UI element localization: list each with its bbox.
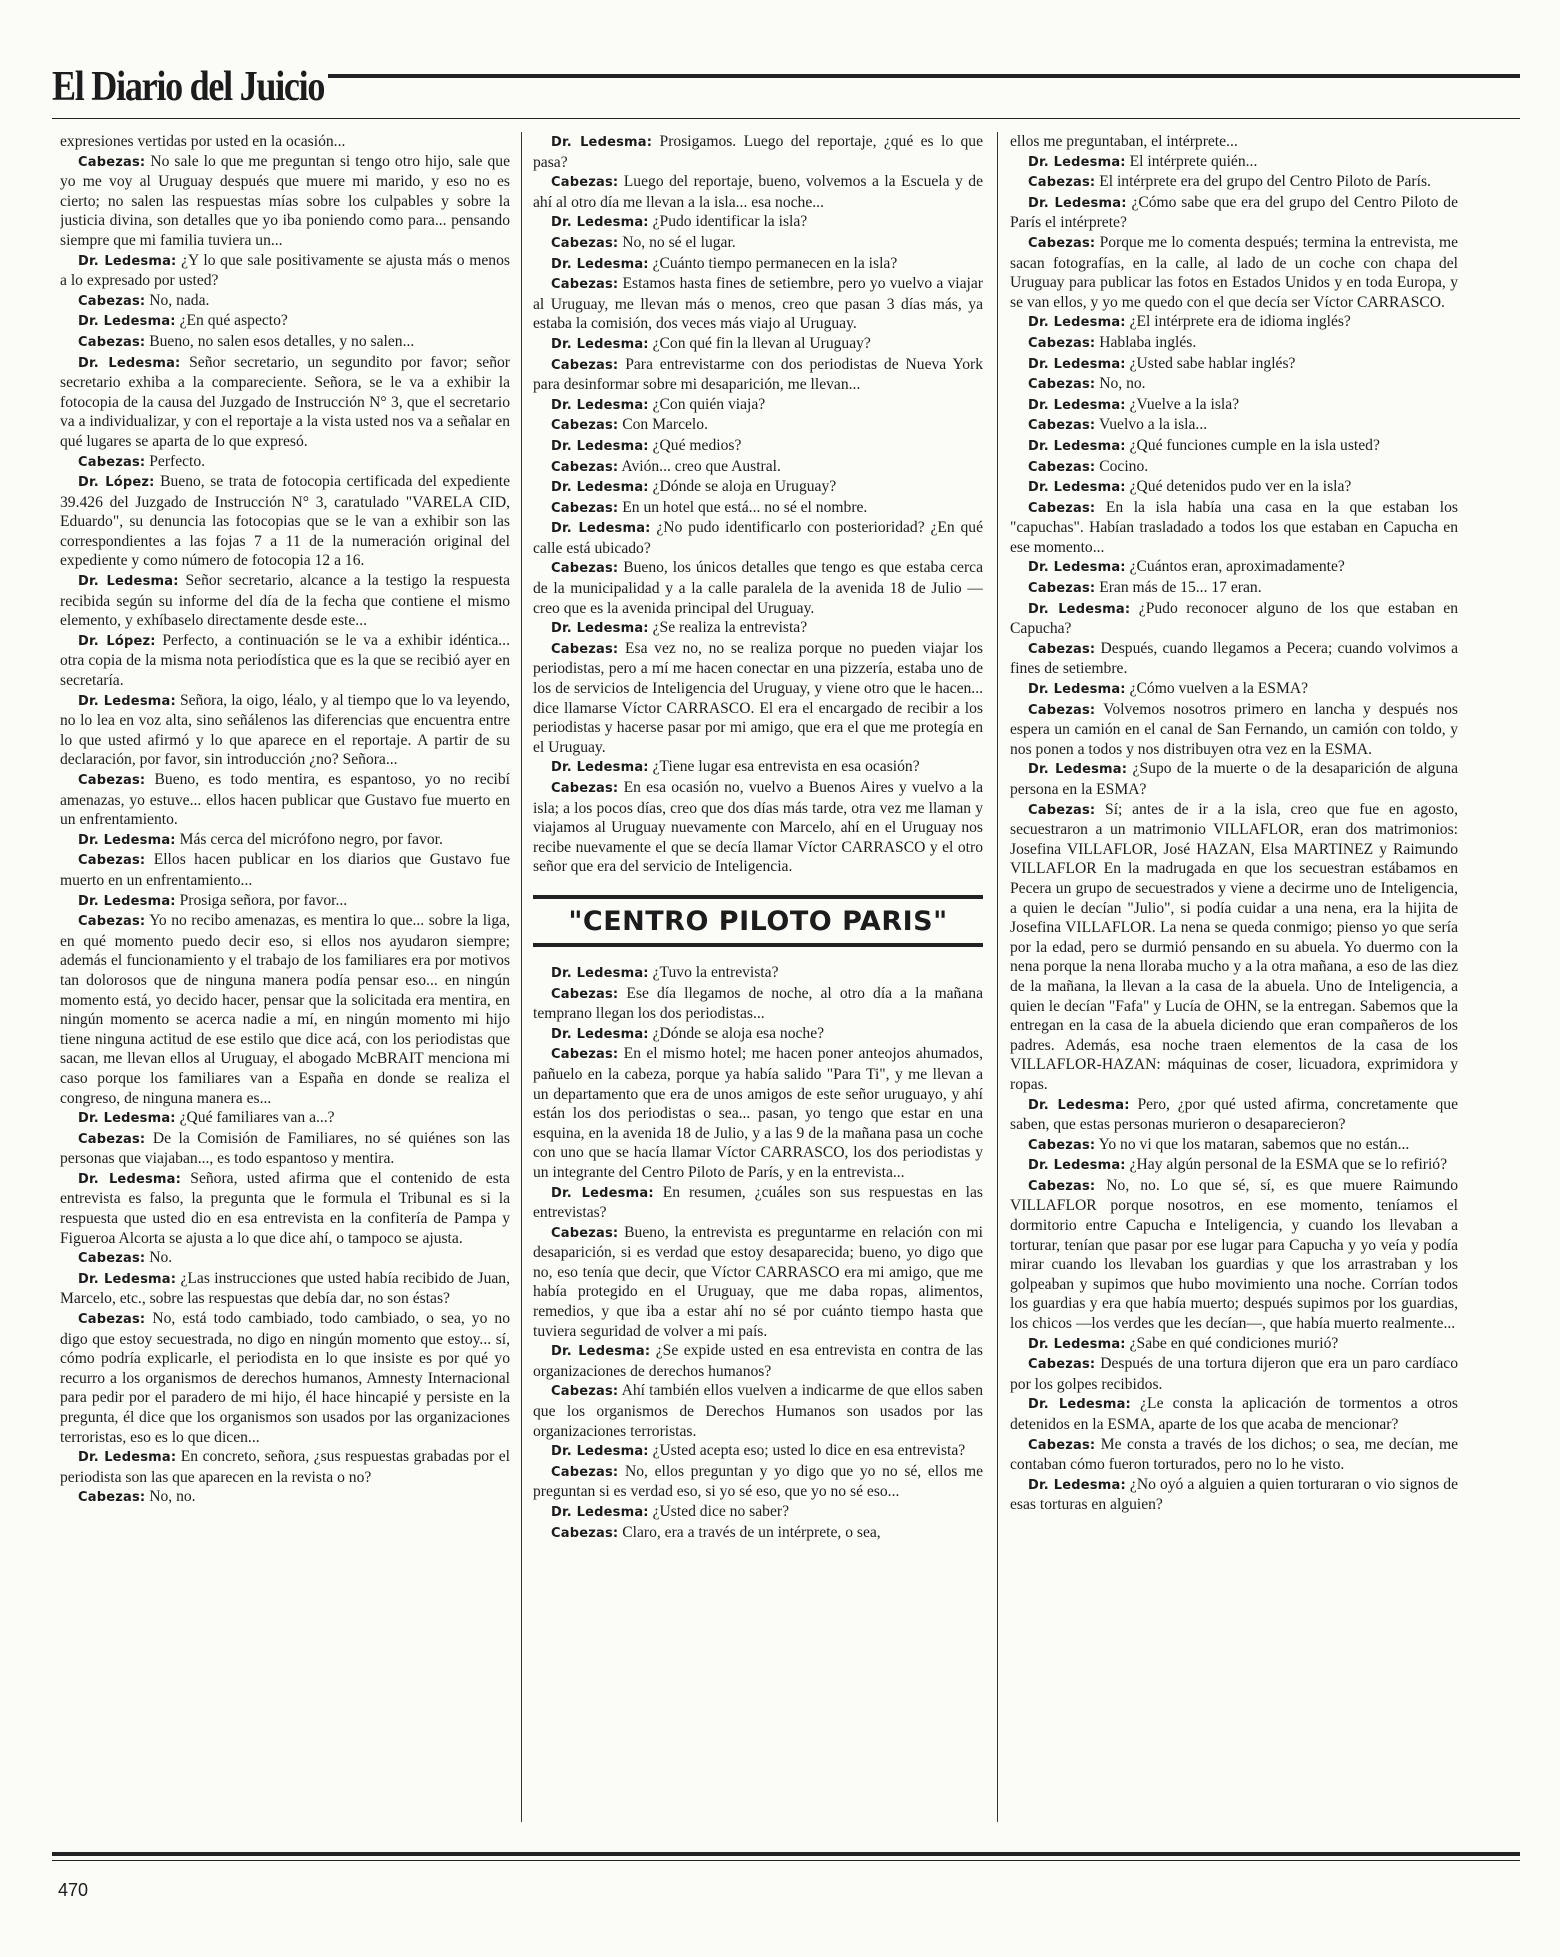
header-rule-thin [52, 118, 1520, 119]
transcript-paragraph [60, 1108, 510, 1129]
transcript-paragraph [60, 1248, 510, 1269]
transcript-paragraph [60, 353, 510, 452]
speaker-label: Cabezas: [1028, 1357, 1096, 1373]
speech-text: Perfecto. [149, 452, 206, 470]
transcript-paragraph [60, 332, 510, 353]
transcript-paragraph [60, 132, 510, 152]
transcript-paragraph [1010, 132, 1458, 152]
speech-text: Bueno, es todo mentira, es espantoso, yo no recibí amenazas, yo estuve... ellos hacen publicar que Gustavo fue muerto en un enfrentamiento. [60, 771, 510, 829]
transcript-paragraph [533, 1183, 983, 1223]
speaker-label: Dr. Ledesma: [551, 1505, 649, 1520]
speech-text: Eran más de 15... 17 eran. [1099, 579, 1262, 597]
speaker-label: Dr. Ledesma: [551, 760, 649, 776]
speech-text: Prosiga señora, por favor... [179, 891, 348, 909]
speaker-label: Dr. Ledesma: [551, 135, 653, 150]
speaker-label: Cabezas: [78, 293, 146, 309]
speech-text: En el mismo hotel; me hacen poner anteojos ahumados, pañuelo en la cabeza, porque ya había salido "Para Ti", y me llevan a un departamento que era de unos amigos de este señor uruguayo, y ahí están los dos periodistas o sea... pasan, yo tengo que estar en una esquina, en la avenida 18 de Julio, y a las 9 de la mañana pasa un coche con uno que se hacía llamar Víctor CARRASCO, los dos periodistas y un integrante del Centro Piloto de París, y en la entrevista... [533, 1045, 983, 1181]
transcript-paragraph [533, 757, 983, 778]
speech-text: Bueno, se trata de fotocopia certificada del expediente 39.426 del Juzgado de Instrucción N° 3, caratulado "VARELA CID, Eduardo", su denuncia las fotocopias que se le van a exhibir son las correspondientes a las fojas 7 a 11 de la numeración original del expediente y como número de fotocopia 12 a 16. [60, 473, 510, 570]
speech-text: ¿Cuántos eran, aproximadamente? [1129, 558, 1345, 576]
transcript-paragraph [533, 233, 983, 254]
speaker-label: Dr. Ledesma: [78, 832, 176, 848]
transcript-paragraph [533, 639, 983, 758]
speaker-label: Dr. Ledesma: [551, 1026, 649, 1042]
speaker-label: Cabezas: [551, 235, 619, 251]
speech-text: ¿Con qué fin la llevan al Uruguay? [652, 334, 871, 352]
speaker-label: Cabezas: [78, 773, 146, 788]
speech-text: ¿Supo de la muerte o de la desaparición de alguna persona en la ESMA? [1010, 760, 1458, 798]
speech-text: Señora, usted afirma que el contenido de esta entrevista es falso, la pregunta que le formula el Tribunal es si la respuesta que usted dio en esa entrevista en la confitería de Pampa y Figueroa Alcorta se ajusta a lo que dice ahí, o tampoco se ajusta. [60, 1169, 510, 1247]
transcript-paragraph [1010, 759, 1458, 799]
speech-text: ellos me preguntaban, el intérprete... [1010, 133, 1238, 150]
speaker-label: Dr. Ledesma: [1028, 315, 1126, 331]
speech-text: Ellos hacen publicar en los diarios que Gustavo fue muerto en un enfrentamiento... [60, 851, 510, 889]
transcript-paragraph [533, 436, 983, 457]
speech-text: Me consta a través de los dichos; o sea, me decían, me contaban cómo fueron torturados, pero no lo he visto. [1010, 1435, 1458, 1474]
speaker-label: Cabezas: [551, 1525, 619, 1541]
speaker-label: Dr. Ledesma: [551, 397, 649, 413]
speaker-label: Dr. Ledesma: [78, 693, 176, 709]
transcript-paragraph [1010, 1155, 1458, 1176]
speech-text: ¿Qué funciones cumple en la isla usted? [1129, 436, 1380, 454]
speaker-label: Dr. Ledesma: [78, 355, 181, 371]
speech-text: ¿Con quién viaja? [652, 395, 766, 413]
transcript-paragraph [1010, 557, 1458, 578]
speech-text: ¿Usted sabe hablar inglés? [1129, 354, 1296, 372]
speech-text: ¿Dónde se aloja en Uruguay? [652, 478, 837, 496]
speech-text: Sí; antes de ir a la isla, creo que fue en agosto, secuestraron a un matrimonio VILLAFLOR, eran dos matrimonios: Josefina VILLAFLOR, José HAZAN, Elsa MARTINEZ y Raimundo VILLAFLOR En la madrugada en que los secuestran estábamos en Pecera un grupo de secuestrados y viene a decirme uno de Inteligencia, a quien le decían "Julio", si podía cuidar a una nena, era la hijita de Josefina VILLAFLOR. La nena se queda conmigo; pienso yo que sería por la edad, pero se durmió pensando en su abuela. Yo duermo con la nena porque la nena lloraba mucho y a la otra mañana, a eso de las diez de la mañana, la llevan a la casa de la abuela. Uno de Inteligencia, a quien le decían "Fafa" y Lucía de OHN, se la entregan. Sabemos que la entregan en la casa de la abuela diciendo que eran compañeros de los padres. Además, esa noche traen elementos de la casa de los VILLAFLOR-HAZAN: máquinas de coser, licuadora, exprimidora y ropas. [1010, 800, 1458, 1093]
speaker-label: Cabezas: [1028, 459, 1096, 475]
transcript-paragraph [60, 631, 510, 691]
speech-text: En esa ocasión no, vuelvo a Buenos Aires y vuelvo a la isla; a los pocos días, creo que dos días más tarde, otra vez me llaman y viajamos al Uruguay nuevamente con Marcelo, ahí en el Uruguay nos recibe nuevamente el que se decía llamar Víctor CARRASCO y el otro señor que era del servicio de Inteligencia. [533, 779, 983, 876]
speaker-label: Cabezas: [1028, 581, 1096, 597]
speech-text: ¿Sabe en qué condiciones murió? [1129, 1334, 1339, 1352]
transcript-paragraph [533, 355, 983, 395]
transcript-paragraph [533, 963, 983, 984]
speaker-label: Cabezas: [78, 154, 146, 170]
speaker-label: Cabezas: [551, 1047, 619, 1063]
transcript-paragraph [1010, 578, 1458, 599]
transcript-paragraph [533, 1462, 983, 1502]
speaker-label: Dr. Ledesma: [1028, 560, 1126, 576]
speech-text: Pero, ¿por qué usted afirma, concretamente que saben, que estas personas murieron o desaparecieron? [1010, 1095, 1458, 1134]
speaker-label: Dr. Ledesma: [1028, 762, 1128, 778]
speaker-label: Cabezas: [551, 1225, 619, 1241]
speaker-label: Dr. Ledesma: [1028, 397, 1126, 413]
speaker-label: Dr. Ledesma: [551, 1344, 651, 1360]
transcript-paragraph [60, 152, 510, 251]
speech-text: Más cerca del micrófono negro, por favor. [179, 830, 443, 848]
speech-text: Avión... creo que Austral. [621, 457, 781, 475]
speech-text: Bueno, los únicos detalles que tengo es que estaba cerca de la municipalidad y a la calle paralela de la avenida 18 de Julio —creo que es la avenida principal del Uruguay. [533, 559, 983, 617]
speaker-label: Dr. Ledesma: [78, 1450, 177, 1466]
speaker-label: Dr. Ledesma: [1028, 1397, 1131, 1413]
transcript-paragraph [533, 984, 983, 1024]
speaker-label: Cabezas: [1028, 802, 1096, 818]
speaker-label: Dr. Ledesma: [1028, 1158, 1126, 1174]
speech-text: No. [149, 1249, 173, 1267]
speech-text: Yo no recibo amenazas, es mentira lo que... sobre la liga, en qué momento puedo decir eso, si ellos nos ayudaron siempre; además el funcionamiento y el trabajo de los familiares era por motivos tan dolorosos que de ninguna manera podía pensar eso... en ningún momento está, yo decido hacer, pensar que la solicitada era mentira, en ningún momento se acerca nadie a mí, en ningún momento mi hijo tiene ninguna actitud de ese estilo que dice acá, con los periodistas que sacan, me llevan ellos al Uruguay, el abogado McBRAIT menciona mi caso porque los familiares van a España en donde se realiza el congreso, de ninguna manera es... [60, 912, 510, 1107]
column-1 [60, 132, 510, 1822]
transcript-paragraph [60, 691, 510, 770]
speaker-label: Dr. Ledesma: [78, 1271, 177, 1287]
speaker-label: Cabezas: [1028, 1437, 1096, 1453]
speaker-label: Cabezas: [1028, 1137, 1096, 1153]
transcript-paragraph [533, 1044, 983, 1182]
transcript-paragraph [1010, 152, 1458, 173]
speaker-label: Dr. Ledesma: [1028, 356, 1126, 372]
section-subhead: "CENTRO PILOTO PARIS" [533, 895, 983, 947]
speaker-label: Dr. Ledesma: [1028, 438, 1126, 454]
speaker-label: Dr. Ledesma: [78, 314, 176, 330]
speaker-label: Cabezas: [78, 1490, 146, 1506]
transcript-paragraph [533, 477, 983, 498]
speaker-label: Dr. Ledesma: [78, 1111, 176, 1127]
speaker-label: Cabezas: [78, 853, 146, 869]
speech-text: Volvemos nosotros primero en lancha y después nos espera un camión en el canal de San Fernando, un camión con toldo, y nos ponen a todos y nos distribuyen otra vez en la ESMA. [1010, 700, 1458, 758]
speech-text: ¿Tuvo la entrevista? [652, 963, 779, 981]
speaker-label: Cabezas: [551, 418, 619, 434]
speech-text: ¿En qué aspecto? [179, 312, 288, 330]
speech-text: ¿El intérprete era de idioma inglés? [1129, 313, 1351, 331]
transcript-paragraph [60, 911, 510, 1108]
speech-text: En un hotel que está... no sé el nombre. [622, 498, 868, 516]
transcript-paragraph [533, 518, 983, 558]
transcript-paragraph [60, 472, 510, 571]
speaker-label: Dr. Ledesma: [78, 893, 176, 909]
speech-text: Después de una tortura dijeron que era un paro cardíaco por los golpes recibidos. [1010, 1355, 1458, 1393]
speaker-label: Dr. López: [78, 633, 156, 649]
transcript-paragraph [1010, 1095, 1458, 1135]
transcript-paragraph [60, 1169, 510, 1248]
speech-text: En concreto, señora, ¿sus respuestas grabadas por el periodista son las que aparecen en la revista o no? [60, 1448, 510, 1486]
page-number: 470 [58, 1880, 89, 1900]
speech-text: Perfecto, a continuación se le va a exhibir idéntica... otra copia de la misma nota periodística que es la que se recibió ayer en secretaría. [60, 631, 510, 690]
transcript-paragraph [1010, 477, 1458, 498]
transcript-paragraph [60, 1129, 510, 1169]
speaker-label: Cabezas: [1028, 1178, 1096, 1194]
speech-text: Para entrevistarme con dos periodistas de Nueva York para desinformar sobre mi desaparición, me llevan... [533, 355, 983, 394]
speech-text: Yo no vi que los mataran, sabemos que no están... [1098, 1135, 1410, 1153]
speaker-label: Cabezas: [78, 1131, 146, 1147]
speech-text: Bueno, no salen esos detalles, y no salen... [149, 332, 415, 350]
speech-text: ¿Hay algún personal de la ESMA que se lo refirió? [1129, 1156, 1448, 1174]
speech-text: ¿Dónde se aloja esa noche? [652, 1024, 825, 1042]
speaker-label: Dr. Ledesma: [78, 574, 179, 590]
speech-text: De la Comisión de Familiares, no sé quiénes son las personas que viajaban..., es todo espantoso y mentira. [60, 1129, 510, 1168]
speech-text: Bueno, la entrevista es preguntarme en relación con mi desaparición, si es verdad que estoy desaparecida; bueno, yo digo que no, eso tenía que decir, que Víctor CARRASCO era mi amigo, que me había protegido en el Uruguay, que me daba ropas, alimentos, remedios, y que iba a estar ahí no sé por cuánto tiempo hasta que tuviera seguridad de volver a mi país. [533, 1223, 983, 1340]
speaker-label: Cabezas: [551, 561, 619, 577]
speaker-label: Dr. Ledesma: [551, 621, 649, 637]
speech-text: El intérprete era del grupo del Centro Piloto de París. [1099, 173, 1431, 191]
transcript-paragraph [1010, 679, 1458, 700]
footer-rule [52, 1852, 1520, 1856]
transcript-paragraph [1010, 233, 1458, 312]
speaker-label: Dr. Ledesma: [78, 1171, 182, 1187]
transcript-paragraph [533, 1502, 983, 1523]
speech-text: No, no. [1099, 375, 1146, 393]
transcript-paragraph [1010, 312, 1458, 333]
transcript-paragraph [533, 1523, 983, 1544]
speech-text: ¿Pudo reconocer alguno de los que estaban en Capucha? [1010, 599, 1458, 638]
speech-text: Señor secretario, alcance a la testigo la respuesta recibida según su informe del día de la fecha que contiene el mismo elemento, y exhíbaselo directamente desde este... [60, 572, 510, 630]
speaker-label: Cabezas: [551, 175, 619, 191]
speech-text: ¿Vuelve a la isla? [1129, 395, 1240, 413]
transcript-paragraph [533, 618, 983, 639]
transcript-paragraph [1010, 599, 1458, 639]
speaker-label: Dr. Ledesma: [551, 215, 649, 231]
speech-text: No, ellos preguntan y yo digo que yo no sé, ellos me preguntan si es verdad eso, si yo sé eso, que yo no sé eso... [533, 1462, 983, 1501]
transcript-paragraph [60, 1309, 510, 1447]
column-3 [1010, 132, 1458, 1822]
transcript-paragraph [533, 395, 983, 416]
speaker-label: Dr. Ledesma: [78, 253, 177, 269]
column-divider [997, 132, 998, 1822]
speech-text: Señor secretario, un segundito por favor; señor secretario exhiba a la compareciente. Señora, se le va a exhibir la fotocopia de la causa del Juzgado de Instrucción N° 3, que el secretario va a individualizar, y con el reportaje a la vista usted nos va a señalar en qué lugares se aparta de lo que expresó. [60, 353, 510, 450]
speech-text: Vuelvo a la isla... [1098, 416, 1208, 434]
speech-text: Hablaba inglés. [1099, 333, 1197, 351]
transcript-paragraph [533, 334, 983, 355]
column-2 [533, 132, 983, 1822]
transcript-paragraph [1010, 1334, 1458, 1355]
column-2-bottom [533, 963, 983, 1543]
speech-text: En resumen, ¿cuáles son sus respuestas en las entrevistas? [533, 1183, 983, 1222]
speaker-label: Dr. Ledesma: [1028, 154, 1126, 170]
transcript-paragraph [1010, 415, 1458, 436]
transcript-paragraph [60, 850, 510, 890]
speaker-label: Cabezas: [78, 914, 146, 930]
speaker-label: Dr. Ledesma: [551, 438, 649, 454]
transcript-paragraph [533, 498, 983, 519]
transcript-paragraph [1010, 1394, 1458, 1434]
transcript-paragraph [60, 571, 510, 631]
speech-text: Estamos hasta fines de setiembre, pero yo vuelvo a viajar al Uruguay, me llevan más o menos, creo que pasan 3 días más, ya estaba la comisión, dos veces más viajo al Uruguay. [533, 275, 983, 333]
speaker-label: Dr. Ledesma: [1028, 480, 1126, 496]
speech-text: ¿Cuánto tiempo permanecen en la isla? [652, 254, 898, 272]
speaker-label: Dr. Ledesma: [551, 965, 649, 981]
transcript-paragraph [1010, 374, 1458, 395]
transcript-paragraph [533, 132, 983, 172]
transcript-paragraph [1010, 395, 1458, 416]
speaker-label: Dr. Ledesma: [551, 256, 649, 272]
transcript-paragraph [60, 291, 510, 312]
speech-text: ¿Se realiza la entrevista? [652, 619, 808, 637]
transcript-paragraph [60, 891, 510, 912]
header-rule [328, 74, 1520, 78]
transcript-paragraph [1010, 700, 1458, 760]
transcript-paragraph [533, 172, 983, 212]
transcript-paragraph [1010, 333, 1458, 354]
speech-text: ¿Las instrucciones que usted había recibido de Juan, Marcelo, etc., sobre las respuestas que debía dar, no son éstas? [60, 1269, 510, 1308]
speech-text: ¿Le consta la aplicación de tormentos a otros detenidos en la ESMA, aparte de los que acaba de mencionar? [1010, 1395, 1458, 1433]
speech-text: No, no. Lo que sé, sí, es que muere Raimundo VILLAFLOR porque nosotros, en ese momento, teníamos el dormitorio entre Capucha e Inteligencia, y cuando los llevaban a torturar, tenían que pasar por ese lugar para Capucha y yo veía y podía mirar cuando los llevaban los guardias y que los arrastraban y los golpeaban y supimos que hubo movimiento una noche. Corrían todos los guardias y era que había muerto; después supimos por los guardias, los chicos —los verdes que les decían—, que había muerto realmente... [1010, 1176, 1458, 1333]
transcript-paragraph [533, 457, 983, 478]
speaker-label: Cabezas: [551, 277, 619, 293]
speaker-label: Cabezas: [1028, 500, 1096, 516]
speech-text: No, no sé el lugar. [622, 233, 736, 251]
speech-text: expresiones vertidas por usted en la ocasión... [60, 133, 346, 150]
transcript-paragraph [1010, 354, 1458, 375]
speech-text: Después, cuando llegamos a Pecera; cuando volvimos a fines de setiembre. [1010, 639, 1458, 678]
transcript-paragraph [1010, 498, 1458, 558]
speaker-label: Cabezas: [78, 454, 146, 470]
speech-text: Cocino. [1099, 457, 1149, 475]
speaker-label: Dr. López: [78, 475, 155, 491]
speech-text: Porque me lo comenta después; termina la entrevista, me sacan fotografías, en la calle, al lado de un coche con chapa del Uruguay para publicar las fotos en Estados Unidos y en toda Europa, y se van ellos, y yo me quedo con el que decía ser Víctor CARRASCO. [1010, 233, 1458, 311]
speech-text: ¿Tiene lugar esa entrevista en esa ocasión? [652, 758, 920, 776]
speaker-label: Dr. Ledesma: [1028, 1477, 1126, 1493]
speech-text: ¿Se expide usted en esa entrevista en contra de las organizaciones de derechos humanos? [533, 1342, 983, 1380]
speaker-label: Cabezas: [78, 1251, 146, 1267]
masthead-title: El Diario del Juicio [52, 64, 325, 110]
speaker-label: Dr. Ledesma: [1028, 1097, 1130, 1113]
speech-text: No, está todo cambiado, todo cambiado, o sea, yo no digo que estoy secuestrada, no digo en ningún momento que estoy... sí, cómo podría explicarle, el periodista en lo que insiste es por qué yo recurro a los organismos de derechos humanos, Amnesty Internacional para pedir por el paradero de mi hijo, él hace hincapié y persiste en la pregunta, él dice que los organismos son usados por las organizaciones terroristas, eso es lo que dicen... [60, 1310, 510, 1446]
transcript-paragraph [1010, 1354, 1458, 1394]
footer-rule-thin [52, 1860, 1520, 1861]
transcript-paragraph [533, 212, 983, 233]
speaker-label: Cabezas: [1028, 702, 1096, 718]
transcript-paragraph [533, 1223, 983, 1342]
speech-text: ¿Y lo que sale positivamente se ajusta más o menos a lo expresado por usted? [60, 251, 510, 290]
speech-text: Luego del reportaje, bueno, volvemos a la Escuela y de ahí al otro día me llevan a la isla... esa noche... [533, 173, 983, 211]
speech-text: Claro, era a través de un intérprete, o sea, [622, 1523, 881, 1541]
speaker-label: Cabezas: [551, 986, 619, 1002]
speaker-label: Cabezas: [1028, 418, 1096, 434]
transcript-paragraph [533, 1341, 983, 1381]
transcript-paragraph [1010, 1176, 1458, 1334]
column-2-top [533, 132, 983, 877]
transcript-paragraph [60, 830, 510, 851]
transcript-paragraph [1010, 193, 1458, 233]
transcript-paragraph [1010, 172, 1458, 193]
transcript-paragraph [1010, 1435, 1458, 1475]
speaker-label: Cabezas: [551, 641, 619, 657]
speech-text: Ese día llegamos de noche, al otro día a la mañana temprano llegan los dos periodistas... [533, 984, 983, 1023]
speech-text: El intérprete quién... [1129, 152, 1258, 170]
speaker-label: Cabezas: [1028, 335, 1096, 351]
speech-text: ¿Qué familiares van a...? [179, 1109, 335, 1127]
transcript-paragraph [1010, 639, 1458, 679]
speech-text: ¿Cómo vuelven a la ESMA? [1129, 680, 1309, 698]
speech-text: ¿Cómo sabe que era del grupo del Centro Piloto de París el intérprete? [1010, 193, 1458, 232]
transcript-paragraph [1010, 800, 1458, 1095]
speech-text: En la isla había una casa en la que estaban los "capuchas". Habían trasladado a todos los que estaban en Capucha en ese momento... [1010, 498, 1458, 556]
speaker-label: Dr. Ledesma: [551, 480, 649, 496]
speaker-label: Dr. Ledesma: [1028, 1336, 1126, 1352]
transcript-paragraph [1010, 1135, 1458, 1156]
speech-text: ¿No oyó a alguien a quien torturaran o vio signos de esas torturas en alguien? [1010, 1475, 1458, 1514]
transcript-paragraph [60, 311, 510, 332]
speaker-label: Dr. Ledesma: [551, 1444, 649, 1460]
speech-text: ¿No pudo identificarlo con posterioridad? ¿En qué calle está ubicado? [533, 519, 983, 557]
transcript-paragraph [60, 452, 510, 473]
speaker-label: Dr. Ledesma: [1028, 601, 1131, 617]
transcript-paragraph [60, 770, 510, 830]
speaker-label: Cabezas: [78, 1312, 146, 1328]
speaker-label: Cabezas: [551, 357, 619, 373]
speech-text: ¿Usted dice no saber? [652, 1503, 789, 1520]
transcript-paragraph [60, 1447, 510, 1487]
speaker-label: Cabezas: [551, 781, 619, 796]
speech-text: Esa vez no, no se realiza porque no pueden viajar los periodistas, pero a mí me hacen conectar en una pizzería, estaba uno de los de servicios de Inteligencia del Uruguay, y viene otro que le hacen... dice llamarse Víctor CARRASCO. El era el encargado de recibir a los periodistas y hacerse pasar por mi amigo, que era el que me protegía en el Uruguay. [533, 639, 983, 756]
speaker-label: Cabezas: [551, 459, 619, 475]
transcript-paragraph [1010, 457, 1458, 478]
speaker-label: Cabezas: [551, 500, 619, 516]
transcript-paragraph [533, 778, 983, 877]
transcript-paragraph [1010, 436, 1458, 457]
speech-text: ¿Pudo identificar la isla? [652, 213, 808, 231]
transcript-paragraph [533, 1024, 983, 1045]
transcript-paragraph [533, 274, 983, 334]
speech-text: ¿Qué medios? [652, 436, 742, 454]
speaker-label: Cabezas: [1028, 377, 1096, 393]
transcript-paragraph [60, 1269, 510, 1309]
speaker-label: Dr. Ledesma: [551, 1185, 654, 1201]
speech-text: No, nada. [149, 291, 210, 309]
speech-text: ¿Qué detenidos pudo ver en la isla? [1129, 478, 1352, 496]
transcript-paragraph [533, 558, 983, 618]
speech-text: Con Marcelo. [622, 416, 708, 434]
speech-text: Señora, la oigo, léalo, y al tiempo que lo va leyendo, no lo lea en voz alta, sino señálenos las diferencias que encuentra entre lo que usted afirmó y lo que aparece en el reportaje. A partir de su declaración, por favor, sin introducción ¿no? Señora... [60, 691, 510, 769]
transcript-paragraph [60, 1487, 510, 1508]
speech-text: Ahí también ellos vuelven a indicarme de que ellos saben que los organismos de Derechos Humanos son usados por las organizaciones terroristas. [533, 1382, 983, 1440]
transcript-paragraph [533, 415, 983, 436]
speech-text: No sale lo que me preguntan si tengo otro hijo, sale que yo me voy al Uruguay después que muere mi marido, y eso no es cierto; no salen las respuestas mías sobre los culpables y sobre la justicia divina, son detalles que yo iba poniendo como para... pensando siempre que mi familia tuviera un... [60, 152, 510, 249]
speech-text: ¿Usted acepta eso; usted lo dice en esa entrevista? [652, 1442, 966, 1460]
speaker-label: Dr. Ledesma: [1028, 195, 1127, 211]
speaker-label: Cabezas: [1028, 235, 1096, 251]
speaker-label: Dr. Ledesma: [551, 336, 649, 352]
speaker-label: Cabezas: [1028, 175, 1096, 191]
speaker-label: Cabezas: [551, 1464, 619, 1480]
speech-text: No, no. [149, 1488, 196, 1506]
transcript-paragraph [533, 1441, 983, 1462]
transcript-paragraph [533, 254, 983, 275]
speaker-label: Cabezas: [551, 1384, 619, 1400]
speech-text: Prosigamos. Luego del reportaje, ¿qué es lo que pasa? [533, 133, 983, 171]
speaker-label: Dr. Ledesma: [551, 521, 651, 537]
transcript-paragraph [1010, 1475, 1458, 1515]
speaker-label: Dr. Ledesma: [1028, 682, 1126, 698]
speaker-label: Cabezas: [78, 334, 146, 350]
transcript-paragraph [60, 251, 510, 291]
column-divider [521, 132, 522, 1822]
transcript-paragraph [533, 1381, 983, 1441]
speaker-label: Cabezas: [1028, 641, 1096, 657]
